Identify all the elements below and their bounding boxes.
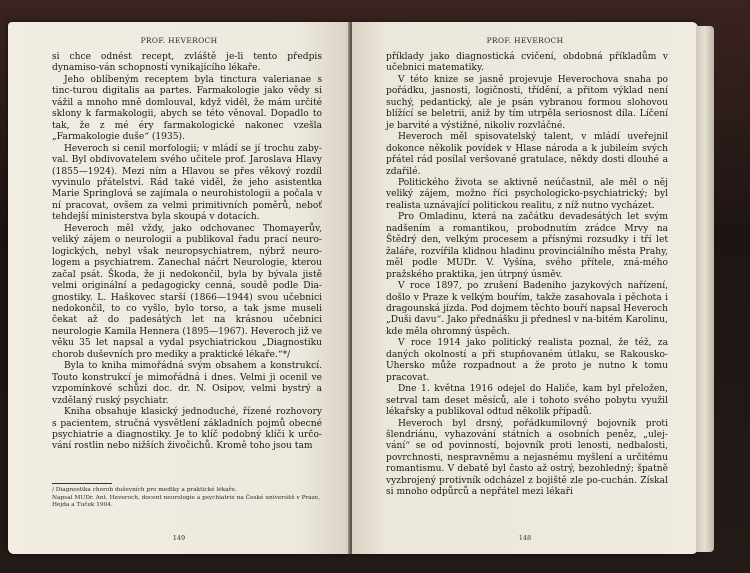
- paragraph: Jeho oblíbeným receptem byla tinctura valerianae s tinc-turou digitalis aa partes. Farmakologie jako vědy si vážil a mnoho mně domlouval, když viděl, že mám určité sklony k farmakologii, abych se této věnoval. Dopadlo to tak, že z mé éry farmakologické nakonec vzešla „Farmakologie duše“ (1935).: [52, 74, 322, 143]
- right-running-head: PROF. HEVEROCH: [486, 36, 564, 45]
- paragraph: Heveroch byl drsný, pořádkumilovný bojovník proti šlendriánu, vyhazování státních a osobních peněz, „ulej-vání“ se od povinností, bojovník proti lenosti, nedbalosti, povrchnosti, nespravněmu a nejasnému myšlení a určitému romantismu. V debatě byl často až ostrý, bezohledný; špatně vyzbrojený protivník odcházel z bojiště zle po-cuchán. Získal si mnoho odpůrců a nepřátel mezi lékaři: [386, 418, 668, 498]
- paragraph: Heveroch měl vždy, jako odchovanec Thomayerův, veliký zájem o neurologii a publikoval řadu prací neuro-logických, nebyl však neuropsychiatrem, nýbrž neuro-logem a psychiatrem. Zanechal náčrt Neurologie, kterou začal psát. Škoda, že ji nedokončil, byla by bývala jistě velmi originální a pedagogicky cenná, soudě podle Dia-gnostiky. L. Haškovec starší (1866—1944) svou učebnici nedokončil, to co vyšlo, bylo torso, a tak jsme museli čekat až do padesátých let na krásnou učebnici neurologie Kamila Hennera (1895—1967). Heveroch již ve věku 35 let napsal a vydal psychiatrickou „Diagnostiku chorob duševních pro mediky a praktické lékaře.“*/: [52, 223, 323, 360]
- left-page: [8, 22, 350, 554]
- paragraph: Kniha obsahuje klasický jednoduché, řízené rozhovory s pacientem, stručná vysvětlení základních pojmů obecné psychiatrie a diagnostiky. Je to klíč podobný klíči k určo-vání rostlin nebo nižších živočichů. Kromě toho jsou tam: [52, 407, 322, 452]
- paragraph: V této knize se jasně projevuje Hevеrochova snaha po pořádku, jasnosti, logičnosti, třídění, a přitom výklad není suchý, pedantický, ale je psán vybranou formou slohovou blížící se beletrii, aniž by tím utrpěla seriosnost díla. Líčení je barvité a výstižné, nikoliv rozvláčné.: [386, 74, 668, 131]
- paragraph: Pro Omladinu, která na začátku devadesátých let svým nadšením a romantikou, probodnutím zrádce Mrvy na Štědrý den, velkým procesem a přísnými rozsudky i tří let žaláře, rozvířila klidnou hladinu provinciálního města Prahy, měl podle MUDr. V. Vyšína, svého přítele, zná-mého pražského praktika, jen útrpný úsměv.: [386, 212, 668, 280]
- paragraph: V roce 1897, po zrušení Badeniho jazykových nařízení, došlo v Praze k velkým bouřím, takže zasahovala i pěchota i dragounská jízda. Pod dojmem těchto bouří napsal Heveroch „Duši davu“. Jako přednášku ji přednesl v na-bitém Karolinu, kde měla ohromný úspěch.: [386, 281, 668, 337]
- paragraph: Heveroch si cenil morfologii; v mládí se jí trochu zaby-val. Byl obdivovatelem svého učitele prof. Jaroslava Hlavy (1855—1924). Mezi ním a Hlavou se přes věkový rozdíl vyvinulo přátelství. Rád také viděl, že jeho asistentka Marie Springlová se zajímala o neurohistologii a počala v ní pracovat, ovšem za velmi primitivních poměrů, neboť tehdejší ministerstva byla skoupá v dotacích.: [52, 143, 322, 223]
- paragraph: V roce 1914 jako politický realista poznal, že též, za daných okolností a při stupňovaném útlaku, se Rakousko-Uhersko může rozpadnout a že proto je nutno k tomu pracovat.: [386, 338, 668, 383]
- paragraph: Heveroch měl spisovatelský talent, v mládí uveřejnil dokonce několik povídek v Hlase národa a k jubileím svých přátel rád posílal veršované gratulace, někdy dosti dlouhé a zdařilé.: [386, 132, 668, 177]
- footnote: Napsal MUDr. Ant. Heveroch, docent neurologie a psychiatrie na České universitě v Praze, Hejda a Tuček 1904.: [52, 494, 321, 508]
- left-page-number: 149: [172, 534, 186, 542]
- left-running-head: PROF. HEVEROCH: [140, 36, 218, 45]
- footnote-rule: [52, 483, 112, 484]
- right-page-text: [386, 52, 668, 499]
- page-edges: [696, 26, 714, 552]
- right-page: [352, 22, 698, 554]
- footnotes: [52, 483, 322, 510]
- paragraph: Politického života se aktivně neúčastnil, ale měl o něj veliký zájem, možno říci psychologicko-psychiatrický; byl realista uznávající politickou realitu, z níž nutno vycházet.: [386, 177, 668, 211]
- right-page-number: 148: [518, 534, 532, 542]
- footnote: / Diagnostika chorob duševních pro mediky a praktické lékaře.: [52, 486, 237, 493]
- paragraph: příklady jako diagnostická cvičení, obdobná příkladům v učebnici matematiky.: [386, 52, 668, 74]
- paragraph: Dne 1. května 1916 odejel do Haliče, kam byl přeložen, setrval tam deset měsíců, ale i tohoto svého pobytu využil lékařsky a publikoval odtud několik případů.: [386, 384, 668, 418]
- paragraph: Byla to kniha mimořádná svým obsahem a konstrukcí. Touto konstrukcí je mimořádná i dnes. Velmi ji ocenil ve vzpomínkové schůzi doc. dr. N. Osipov, velmi bystrý a vzdělaný ruský psychiatr.: [52, 361, 322, 406]
- left-page-text: [52, 52, 322, 453]
- paragraph: si chce odnést recept, zvláště je-li tento předpis dynamiso-ván schopností vynikajícího lékaře.: [52, 52, 322, 74]
